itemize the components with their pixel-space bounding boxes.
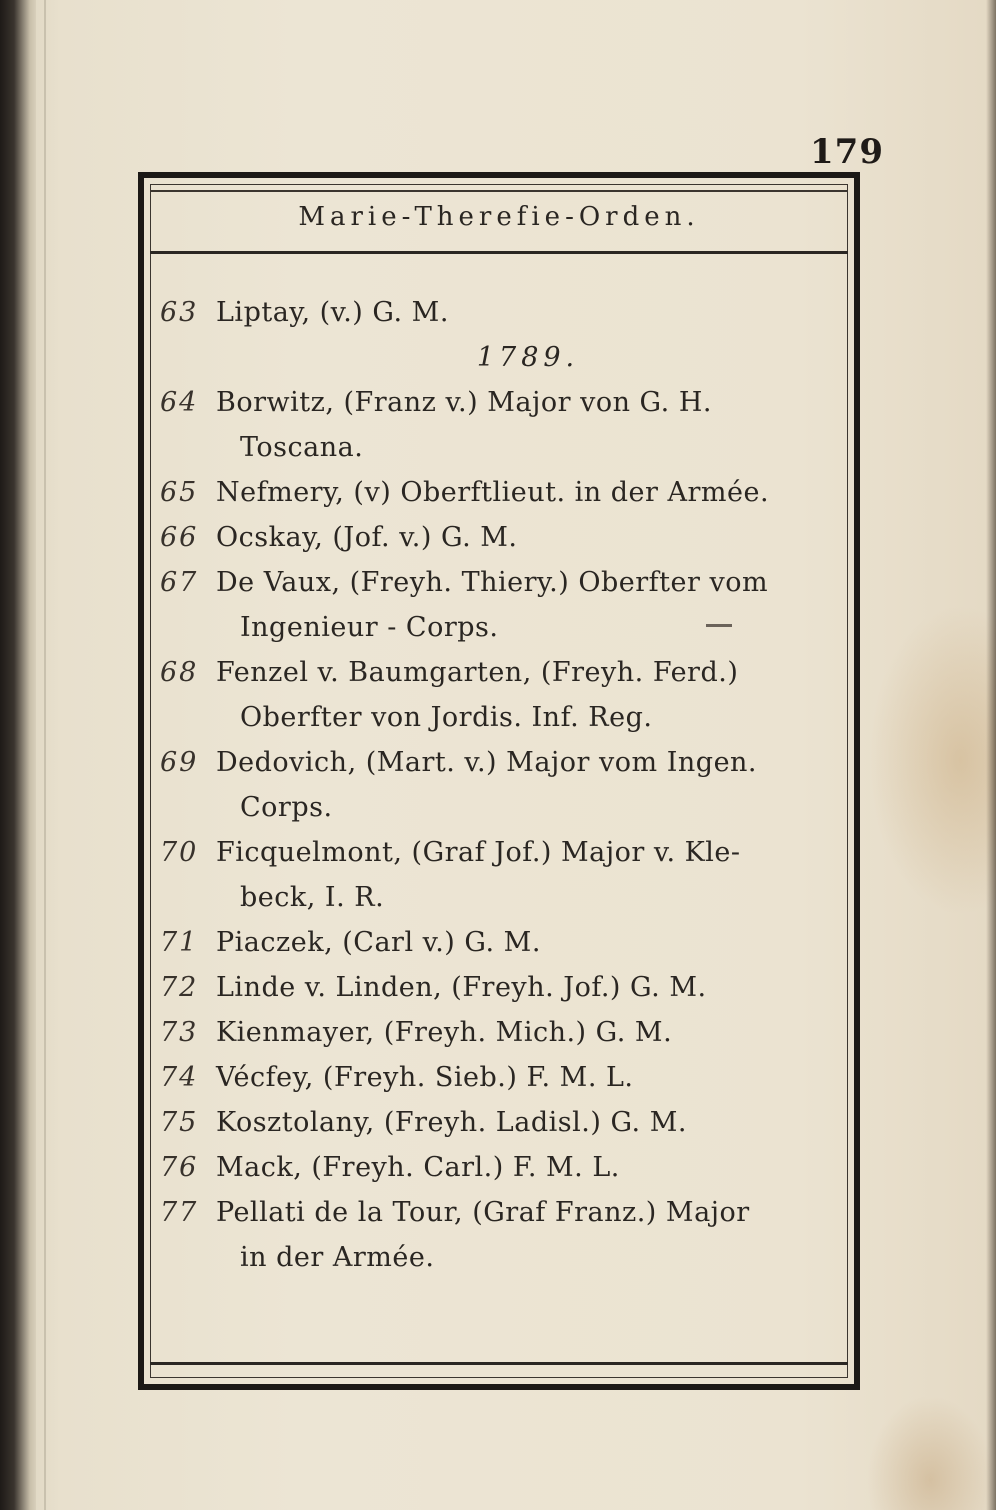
entry-number: 75	[160, 1107, 199, 1138]
list-item	[150, 740, 856, 830]
entry-text	[216, 830, 856, 920]
running-header	[150, 190, 848, 254]
page-number: 179	[810, 132, 884, 172]
entry-number: 69	[160, 747, 199, 778]
gutter-line	[44, 0, 46, 1510]
entry-text	[216, 1010, 856, 1055]
list-item	[150, 1010, 856, 1055]
entry-text	[216, 650, 856, 740]
entry-text	[216, 965, 856, 1010]
header-rule-top	[150, 190, 848, 192]
entry-text	[216, 1190, 856, 1280]
entry-number: 71	[160, 927, 199, 958]
ink-mark	[706, 624, 732, 627]
page-edge-shadow	[986, 0, 996, 1510]
entry-continuation: Ingenieur - Corps.	[240, 612, 499, 643]
entry-text	[216, 290, 856, 335]
list-item	[150, 470, 856, 515]
entry-line: Kienmayer, (Freyh. Mich.) G. M.	[216, 1017, 673, 1048]
entry-continuation: Toscana.	[240, 432, 364, 463]
list-item	[150, 1055, 856, 1100]
list-item	[150, 650, 856, 740]
list-item	[150, 965, 856, 1010]
entry-continuation: in der Armée.	[240, 1242, 435, 1273]
entry-line: Kosztolany, (Freyh. Ladisl.) G. M.	[216, 1107, 687, 1138]
entry-number: 72	[160, 972, 199, 1003]
entry-number: 68	[160, 657, 199, 688]
entry-number: 64	[160, 387, 199, 418]
list-item	[150, 920, 856, 965]
list-item	[150, 1190, 856, 1280]
list-item	[150, 830, 856, 920]
year-heading: 1789.	[476, 342, 580, 373]
entry-continuation: beck, I. R.	[240, 882, 385, 913]
list-item	[150, 515, 856, 560]
entry-number: 67	[160, 567, 199, 598]
entry-line: Nefmery, (v) Oberftlieut. in der Armée.	[216, 477, 770, 508]
entry-text	[216, 1100, 856, 1145]
entry-text	[216, 380, 856, 470]
entry-text	[216, 1145, 856, 1190]
entry-line: De Vaux, (Freyh. Thiery.) Oberfter vom	[216, 567, 769, 598]
entry-line: Vécfey, (Freyh. Sieb.) F. M. L.	[216, 1062, 634, 1093]
entry-line: Linde v. Linden, (Freyh. Jof.) G. M.	[216, 972, 707, 1003]
entry-text	[216, 515, 856, 560]
list-item	[150, 1145, 856, 1190]
entry-continuation: Oberfter von Jordis. Inf. Reg.	[240, 702, 653, 733]
entry-number: 65	[160, 477, 199, 508]
entry-text	[216, 470, 856, 515]
entry-text	[216, 920, 856, 965]
entry-number: 73	[160, 1017, 199, 1048]
entry-text	[216, 1055, 856, 1100]
entry-line: Pellati de la Tour, (Graf Franz.) Major	[216, 1197, 750, 1228]
list-item	[150, 1100, 856, 1145]
entry-text	[216, 560, 856, 650]
entry-line: Ocskay, (Jof. v.) G. M.	[216, 522, 518, 553]
entry-number: 70	[160, 837, 199, 868]
entry-number: 66	[160, 522, 199, 553]
entry-number: 63	[160, 297, 199, 328]
entry-number: 77	[160, 1197, 199, 1228]
book-binding-edge	[0, 0, 36, 1510]
entry-line: Liptay, (v.) G. M.	[216, 297, 449, 328]
entry-line: Piaczek, (Carl v.) G. M.	[216, 927, 541, 958]
list-item	[150, 560, 856, 650]
list-item	[150, 380, 856, 470]
entry-number: 74	[160, 1062, 199, 1093]
entry-line: Dedovich, (Mart. v.) Major vom Ingen.	[216, 747, 758, 778]
entries-list	[150, 290, 856, 1280]
bottom-rule	[150, 1362, 848, 1365]
entry-text	[216, 740, 856, 830]
entry-line: Ficquelmont, (Graf Jof.) Major v. Kle-	[216, 837, 741, 868]
entry-continuation: Corps.	[240, 792, 333, 823]
header-title: Marie-Therefie-Orden.	[298, 202, 700, 232]
header-rule-bottom	[150, 251, 848, 254]
entry-line: Mack, (Freyh. Carl.) F. M. L.	[216, 1152, 620, 1183]
entry-rows	[150, 380, 856, 1280]
entry-number: 76	[160, 1152, 199, 1183]
entry-line: Fenzel v. Baumgarten, (Freyh. Ferd.)	[216, 657, 739, 688]
list-item	[150, 290, 856, 335]
entry-line: Borwitz, (Franz v.) Major von G. H.	[216, 387, 712, 418]
